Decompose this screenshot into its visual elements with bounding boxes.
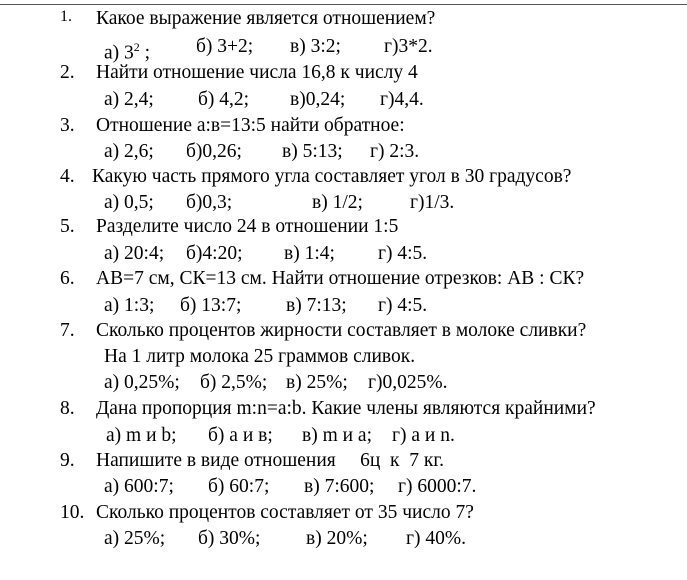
answer-d: г) 2:3. — [370, 141, 420, 162]
answer-a: а) 20:4; — [104, 243, 165, 264]
question-text: Напишите в виде отношения 6ц к 7 кг. — [96, 450, 445, 471]
answer-c: в) 20%; — [306, 528, 368, 549]
answer-a: а) m и b; — [106, 425, 177, 446]
answer-a: а) 0,25%; — [104, 372, 180, 393]
answer-d: г) а и n. — [392, 425, 455, 446]
question-number: 7. — [60, 320, 75, 341]
question-text: Найти отношение числа 16,8 к числу 4 — [96, 62, 418, 83]
answer-c: в) 25%; — [286, 372, 348, 393]
answer-c: в)0,24; — [290, 89, 346, 110]
question-text: АВ=7 см, СК=13 см. Найти отношение отрезков: АВ : СК? — [96, 268, 585, 289]
question-text-continued: На 1 литр молока 25 граммов сливок. — [104, 346, 416, 367]
answer-d: г)0,025%. — [368, 372, 448, 393]
question-number: 2. — [60, 62, 75, 83]
answer-a: а) 600:7; — [104, 476, 174, 497]
answer-a: а) $3^2$ ; — [104, 40, 151, 64]
answer-c: в) m и а; — [302, 425, 373, 446]
answer-b: б) 4,2; — [198, 89, 250, 110]
answer-b: б)4:20; — [186, 243, 243, 264]
answer-d: г) 4:5. — [378, 243, 428, 264]
answer-a: а) 0,5; — [104, 192, 154, 213]
answer-b: б) 30%; — [198, 528, 261, 549]
question-number: 9. — [60, 450, 75, 471]
question-text: Дана пропорция m:n=a:b. Какие члены являются крайними? — [96, 398, 596, 419]
answer-d: г) 6000:7. — [398, 476, 477, 497]
answer-c: в) 1/2; — [312, 192, 363, 213]
question-text: Какое выражение является отношением? — [96, 8, 436, 29]
answer-a: а) 2,6; — [104, 141, 154, 162]
answer-c: в) 3:2; — [290, 36, 341, 57]
question-number: 10. — [60, 502, 85, 523]
answer-c: в) 7:13; — [286, 295, 347, 316]
question-number: 4. — [60, 166, 75, 187]
answer-c: в) 1:4; — [284, 243, 335, 264]
answer-c: в) 7:600; — [304, 476, 375, 497]
answer-d: г)3*2. — [384, 36, 433, 57]
answer-b: б) 60:7; — [208, 476, 270, 497]
question-number: 3. — [60, 115, 75, 136]
answer-d: г) 4:5. — [378, 295, 428, 316]
question-text: Отношение а:в=13:5 найти обратное: — [96, 115, 405, 136]
question-number: 1. — [60, 8, 72, 25]
answer-a: а) 1:3; — [104, 295, 155, 316]
answer-d: г)4,4. — [380, 89, 424, 110]
question-text: Сколько процентов составляет от 35 число 7? — [96, 502, 474, 523]
answer-b: б)0,26; — [186, 141, 242, 162]
answer-b: б) 2,5%; — [200, 372, 268, 393]
answer-a: а) 25%; — [104, 528, 166, 549]
answer-c: в) 5:13; — [282, 141, 343, 162]
answer-b: б) а и в; — [208, 425, 273, 446]
answer-b: б) 13:7; — [180, 295, 242, 316]
answer-d: г) 40%. — [406, 528, 466, 549]
question-number: 5. — [60, 216, 75, 237]
question-text: Сколько процентов жирности составляет в молоке сливки? — [96, 320, 587, 341]
answer-d: г)1/3. — [410, 192, 455, 213]
answer-b: б)0,3; — [186, 192, 233, 213]
question-text: Какую часть прямого угла составляет угол в 30 градусов? — [92, 166, 572, 187]
top-rule — [0, 4, 687, 5]
question-number: 6. — [60, 268, 75, 289]
question-number: 8. — [60, 398, 75, 419]
question-text: Разделите число 24 в отношении 1:5 — [96, 216, 399, 237]
answer-a: а) 2,4; — [104, 89, 154, 110]
answer-b: б) 3+2; — [196, 36, 254, 57]
